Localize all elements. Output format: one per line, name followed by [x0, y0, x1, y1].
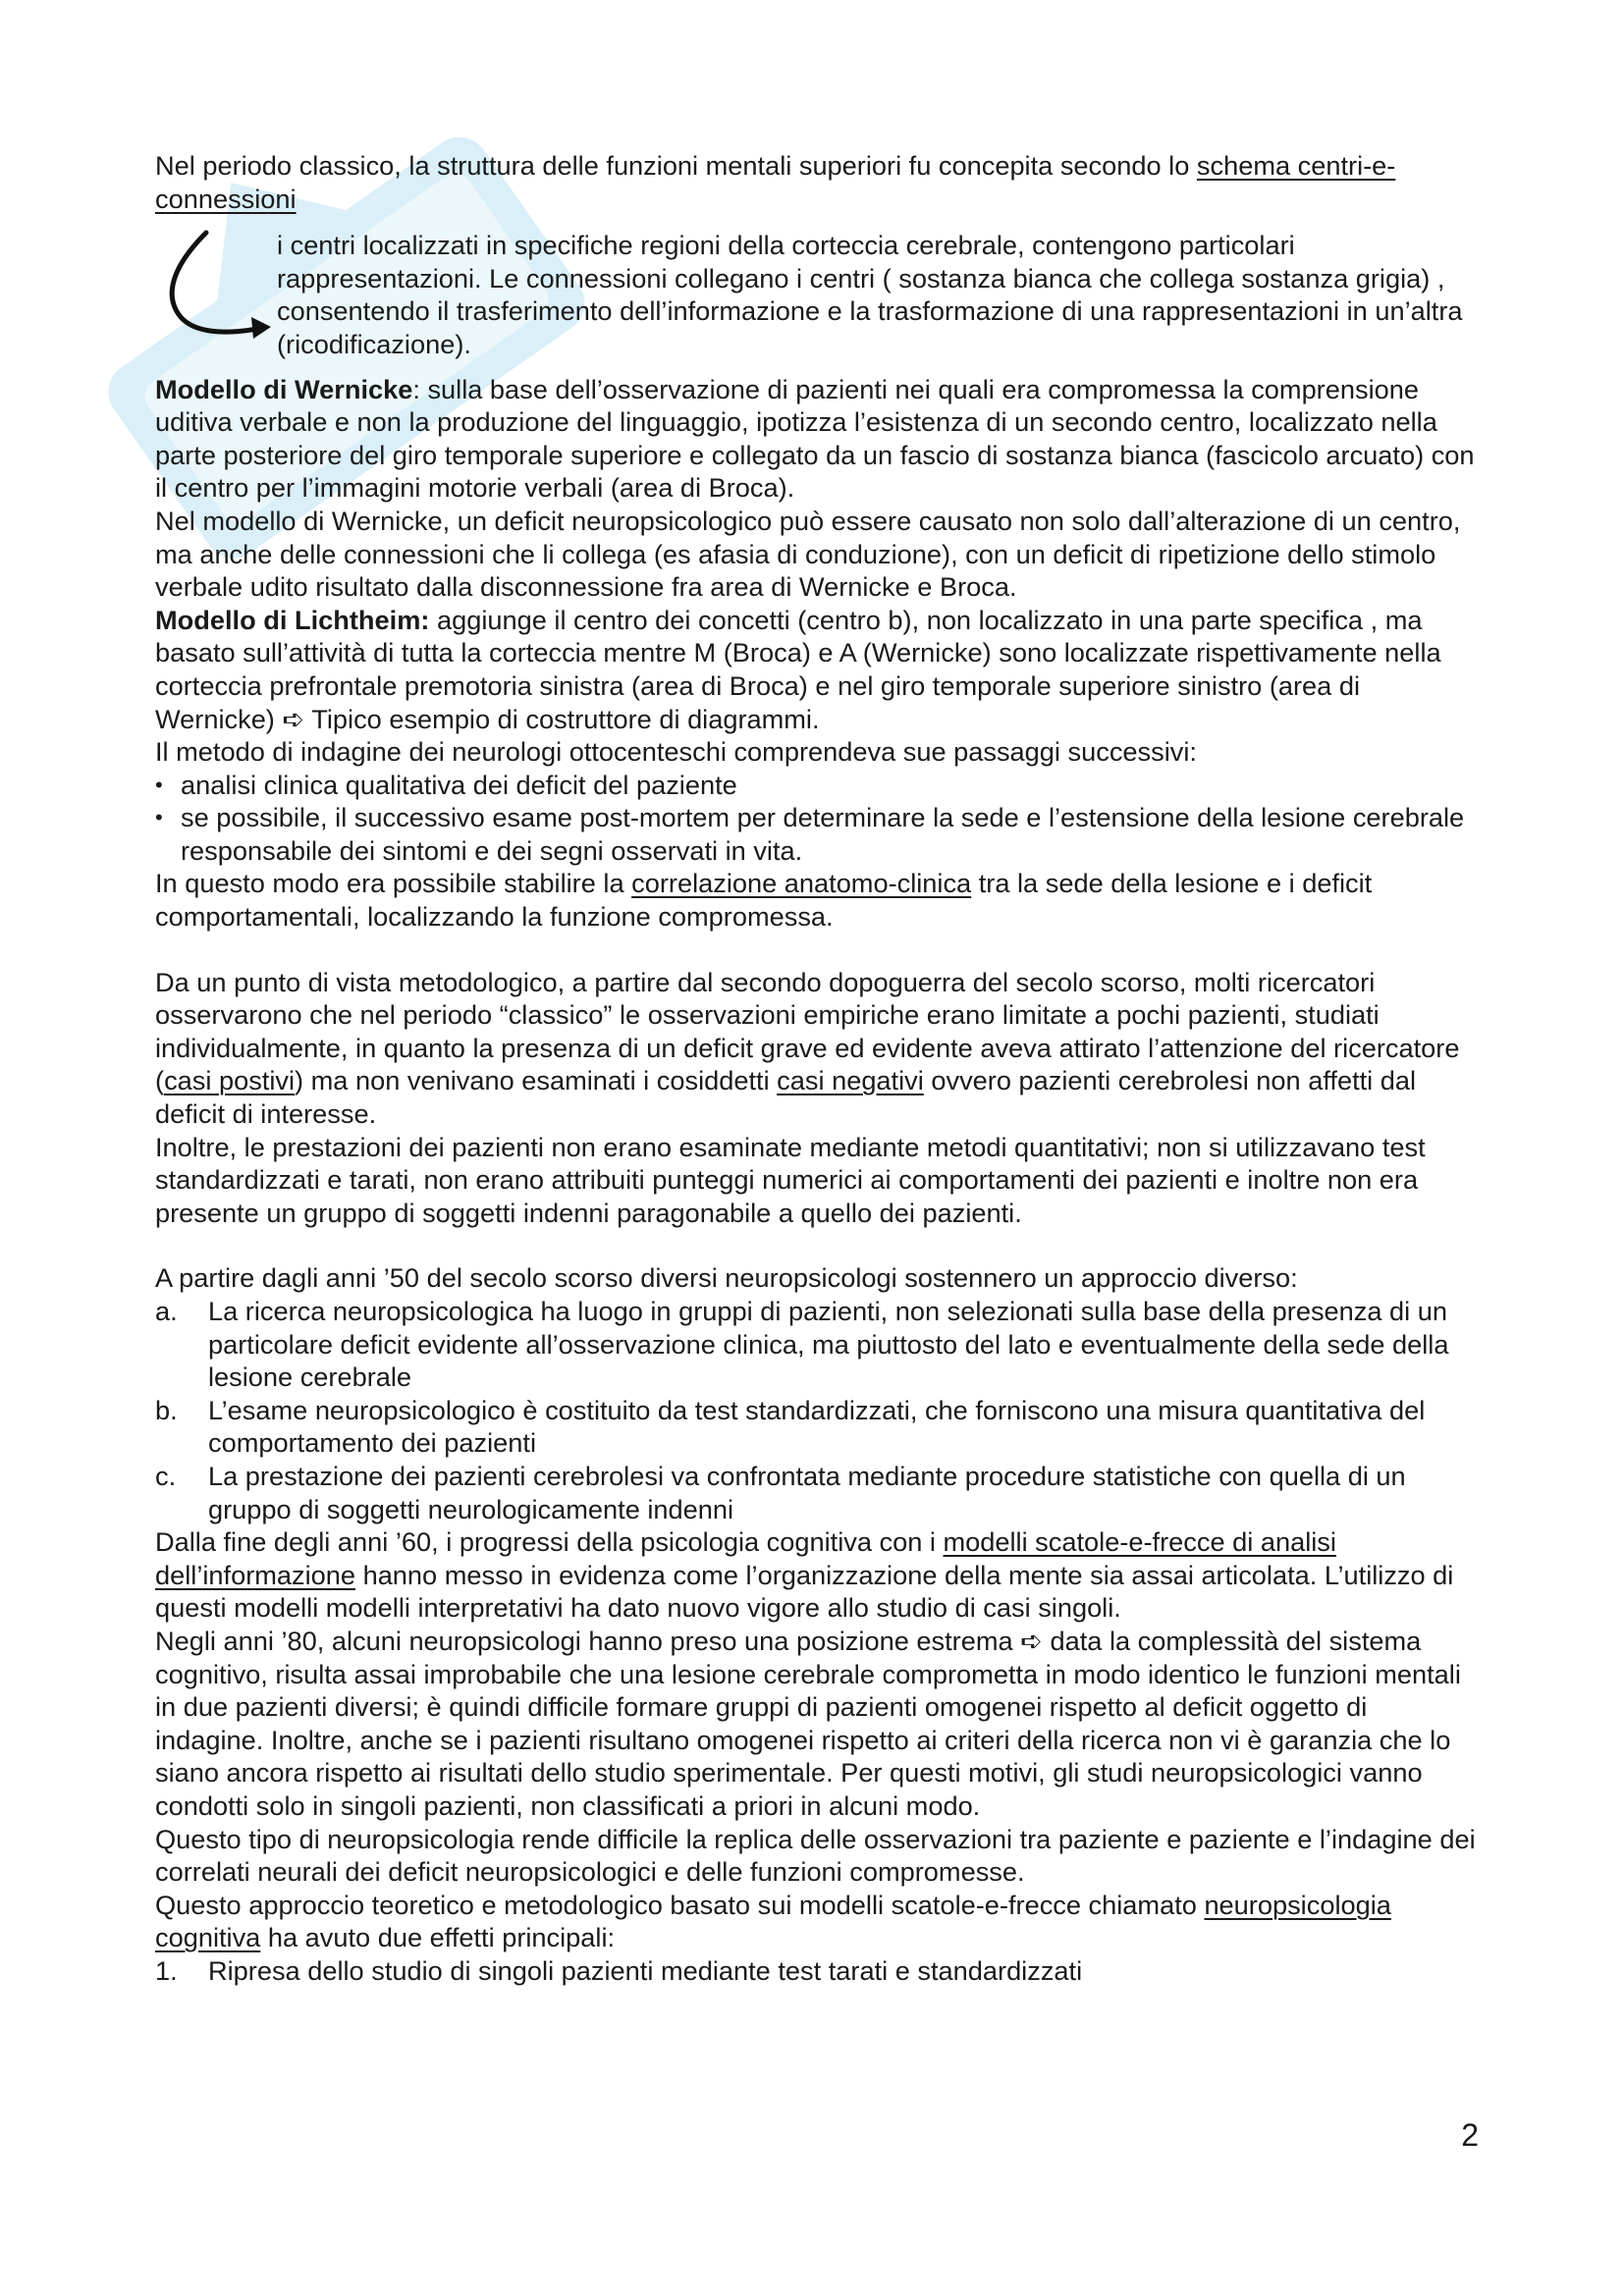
method-list — [155, 769, 1481, 868]
modelli-link: modelli scatole-e-frecce di analisi dell’informazione — [155, 1526, 1336, 1590]
intro-text: Nel periodo classico, la struttura delle funzioni mentali superiori fu concepita secondo lo — [155, 150, 1197, 181]
list-item-text: L’esame neuropsicologico è costituito da test standardizzati, che forniscono una misura quantitativa del comportamento dei pazienti — [208, 1394, 1426, 1459]
page-number: 2 — [1461, 2117, 1479, 2153]
list-item: • analisi clinica qualitativa dei deficit del paziente — [155, 769, 1481, 802]
casi-negativi-link: casi negativi — [777, 1065, 924, 1096]
approach-paragraph — [155, 1889, 1481, 1954]
wernicke-text: : sulla base dell’osservazione di pazienti nei quali era compromessa la comprensione uditiva verbale e non la produzione del linguaggio, ipotizza l’esistenza di un secondo centro, localizzato nella parte posteriore del giro temporale superiore e collegato da un fascio di sostanza bianca (fascicolo arcuato) con il centro per l’immagini motorie verbali (area di Broca). — [155, 373, 1475, 504]
list-marker: b. — [155, 1394, 178, 1425]
neuropsicologia-link: neuropsicologia cognitiva — [155, 1889, 1391, 1953]
sixties-text-after: hanno messo in evidenza come l’organizzazione della mente sia assai articolata. L’utilizzo di questi modelli modelli interpretativi ha dato nuovo vigore allo studio di casi singoli. — [155, 1559, 1454, 1624]
lichtheim-text: aggiunge il centro dei concetti (centro b), non localizzato in una parte specifica , ma basato sull’attività di tutta la corteccia mentre M (Broca) e A (Wernicke) sono localizzate rispettivamente nella corteccia prefrontale premotoria sinistra (area di Broca) e nel giro temporale superiore sinistro (area di Wernicke) — [155, 604, 1441, 734]
eighties-text: Negli anni ’80, alcuni neuropsicologi hanno preso una posizione estrema — [155, 1625, 1021, 1656]
arrow-note-block — [155, 229, 1481, 360]
postwar-text-b: ) ma non venivano esaminati i cosiddetti — [295, 1065, 778, 1096]
list-item: • se possibile, il successivo esame post-mortem per determinare la sede e l’estensione della lesione cerebrale responsabile dei sintomi e dei segni osservati in vita. — [155, 801, 1481, 867]
fifties-intro: A partire dagli anni ’50 del secolo scorso diversi neuropsicologi sostennero un approccio diverso: — [155, 1262, 1298, 1294]
approach-text: Questo approccio teoretico e metodologico basato sui modelli scatole-e-frecce chiamato — [155, 1889, 1205, 1920]
list-item-text: Ripresa dello studio di singoli pazienti mediante test tarati e standardizzati — [208, 1954, 1083, 1986]
document-page — [155, 149, 1481, 1987]
intro-paragraph — [155, 149, 1481, 215]
list-item — [155, 1394, 1481, 1460]
list-item-text: La ricerca neuropsicologica ha luogo in gruppi di pazienti, non selezionati sulla base della presenza di un particolare deficit evidente all’osservazione clinica, ma piuttosto del lato e eventualmente della sede della lesione cerebrale — [208, 1296, 1449, 1393]
list-item — [155, 1295, 1481, 1394]
method-outro-text-after: tra la sede della lesione e i deficit comportamentali, localizzando la funzione compromessa. — [155, 868, 1373, 933]
postwar-text-c: ovvero pazienti cerebrolesi non affetti dal deficit di interesse. — [155, 1065, 1417, 1130]
lichtheim-paragraph — [155, 604, 1481, 735]
list-marker: c. — [155, 1460, 177, 1491]
postwar-paragraph — [155, 966, 1481, 1131]
arrow-note-text: i centri localizzati in specifiche regioni della corteccia cerebrale, contengono particolari rappresentazioni. Le connessioni collegano i centri ( sostanza bianca che collega sostanza grigia) , consentendo il trasferimento dell’informazione e la trasformazione di una rappresentazioni in un’altra (ricodificazione). — [277, 230, 1463, 359]
correlazione-link: correlazione anatomo-clinica — [631, 868, 972, 899]
sixties-paragraph — [155, 1525, 1481, 1625]
type-paragraph: Questo tipo di neuropsicologia rende difficile la replica delle osservazioni tra paziente e paziente e l’indagine dei correlati neurali dei deficit neuropsicologici e delle funzioni compromesse. — [155, 1823, 1476, 1888]
casi-positivi-link: casi postivi — [164, 1065, 296, 1096]
method-intro: Il metodo di indagine dei neurologi ottocenteschi comprendeva sue passaggi successivi: — [155, 736, 1197, 768]
wernicke-paragraph — [155, 373, 1481, 505]
list-item — [155, 1954, 1481, 1988]
approach-text-after: ha avuto due effetti principali: — [260, 1922, 616, 1953]
postwar-paragraph-2: Inoltre, le prestazioni dei pazienti non erano esaminate mediante metodi quantitativi; non si utilizzavano test standardizzati e tarati, non erano attribuiti punteggi numerici ai comportamenti dei pazienti e inoltre non era presente un gruppo di soggetti indenni paragonabile a quello dei pazienti. — [155, 1131, 1426, 1228]
wernicke-paragraph-2: Nel modello di Wernicke, un deficit neuropsicologico può essere causato non solo dall’alterazione di un centro, ma anche delle connessioni che li collega (es afasia di conduzione), con un deficit di ripetizione dello stimolo verbale udito risultato dalla disconnessione fra area di Wernicke e Broca. — [155, 505, 1461, 603]
curved-arrow-icon — [155, 227, 283, 384]
schema-link: schema centri-e-connessioni — [155, 150, 1396, 214]
lichtheim-text-after: Tipico esempio di costruttore di diagrammi. — [304, 703, 820, 734]
sixties-text: Dalla fine degli anni ’60, i progressi della psicologia cognitiva con i — [155, 1526, 944, 1558]
arrow-right-icon: ➪ — [1020, 1625, 1043, 1656]
method-outro-text: In questo modo era possibile stabilire la — [155, 868, 632, 899]
wernicke-title: Modello di Wernicke — [155, 373, 413, 404]
eighties-text-after: data la complessità del sistema cognitivo, risulta assai improbabile che una lesione cerebrale comprometta in modo identico le funzioni mentali in due pazienti diversi; è quindi difficile formare gruppi di pazienti omogenei rispetto al deficit oggetto di indagine. Inoltre, anche se i pazienti risultano omogenei rispetto ai criteri della ricerca non vi è garanzia che lo siano ancora rispetto ai risultati dello studio sperimentale. Per questi motivi, gli studi neuropsicologici vanno condotti solo in singoli pazienti, non classificati a priori in alcuni modo. — [155, 1625, 1461, 1821]
postwar-text-a: Da un punto di vista metodologico, a partire dal secondo dopoguerra del secolo scorso, molti ricercatori osservarono che nel periodo “classico” le osservazioni empiriche erano limitate a pochi pazienti, studiati individualmente, in quanto la presenza di un deficit grave ed evidente aveva attirato l’attenzione del ricercatore ( — [155, 966, 1460, 1096]
arrow-right-icon: ➪ — [282, 703, 305, 734]
effects-list — [155, 1954, 1481, 1988]
eighties-paragraph — [155, 1625, 1481, 1823]
list-marker: a. — [155, 1296, 178, 1326]
list-item — [155, 1460, 1481, 1525]
list-marker: 1. — [155, 1954, 178, 1986]
method-outro — [155, 867, 1481, 933]
lichtheim-title: Modello di Lichtheim: — [155, 604, 430, 635]
list-item-text: La prestazione dei pazienti cerebrolesi va confrontata mediante procedure statistiche con quella di un gruppo di soggetti neurologicamente indenni — [208, 1460, 1406, 1524]
fifties-list — [155, 1295, 1481, 1525]
